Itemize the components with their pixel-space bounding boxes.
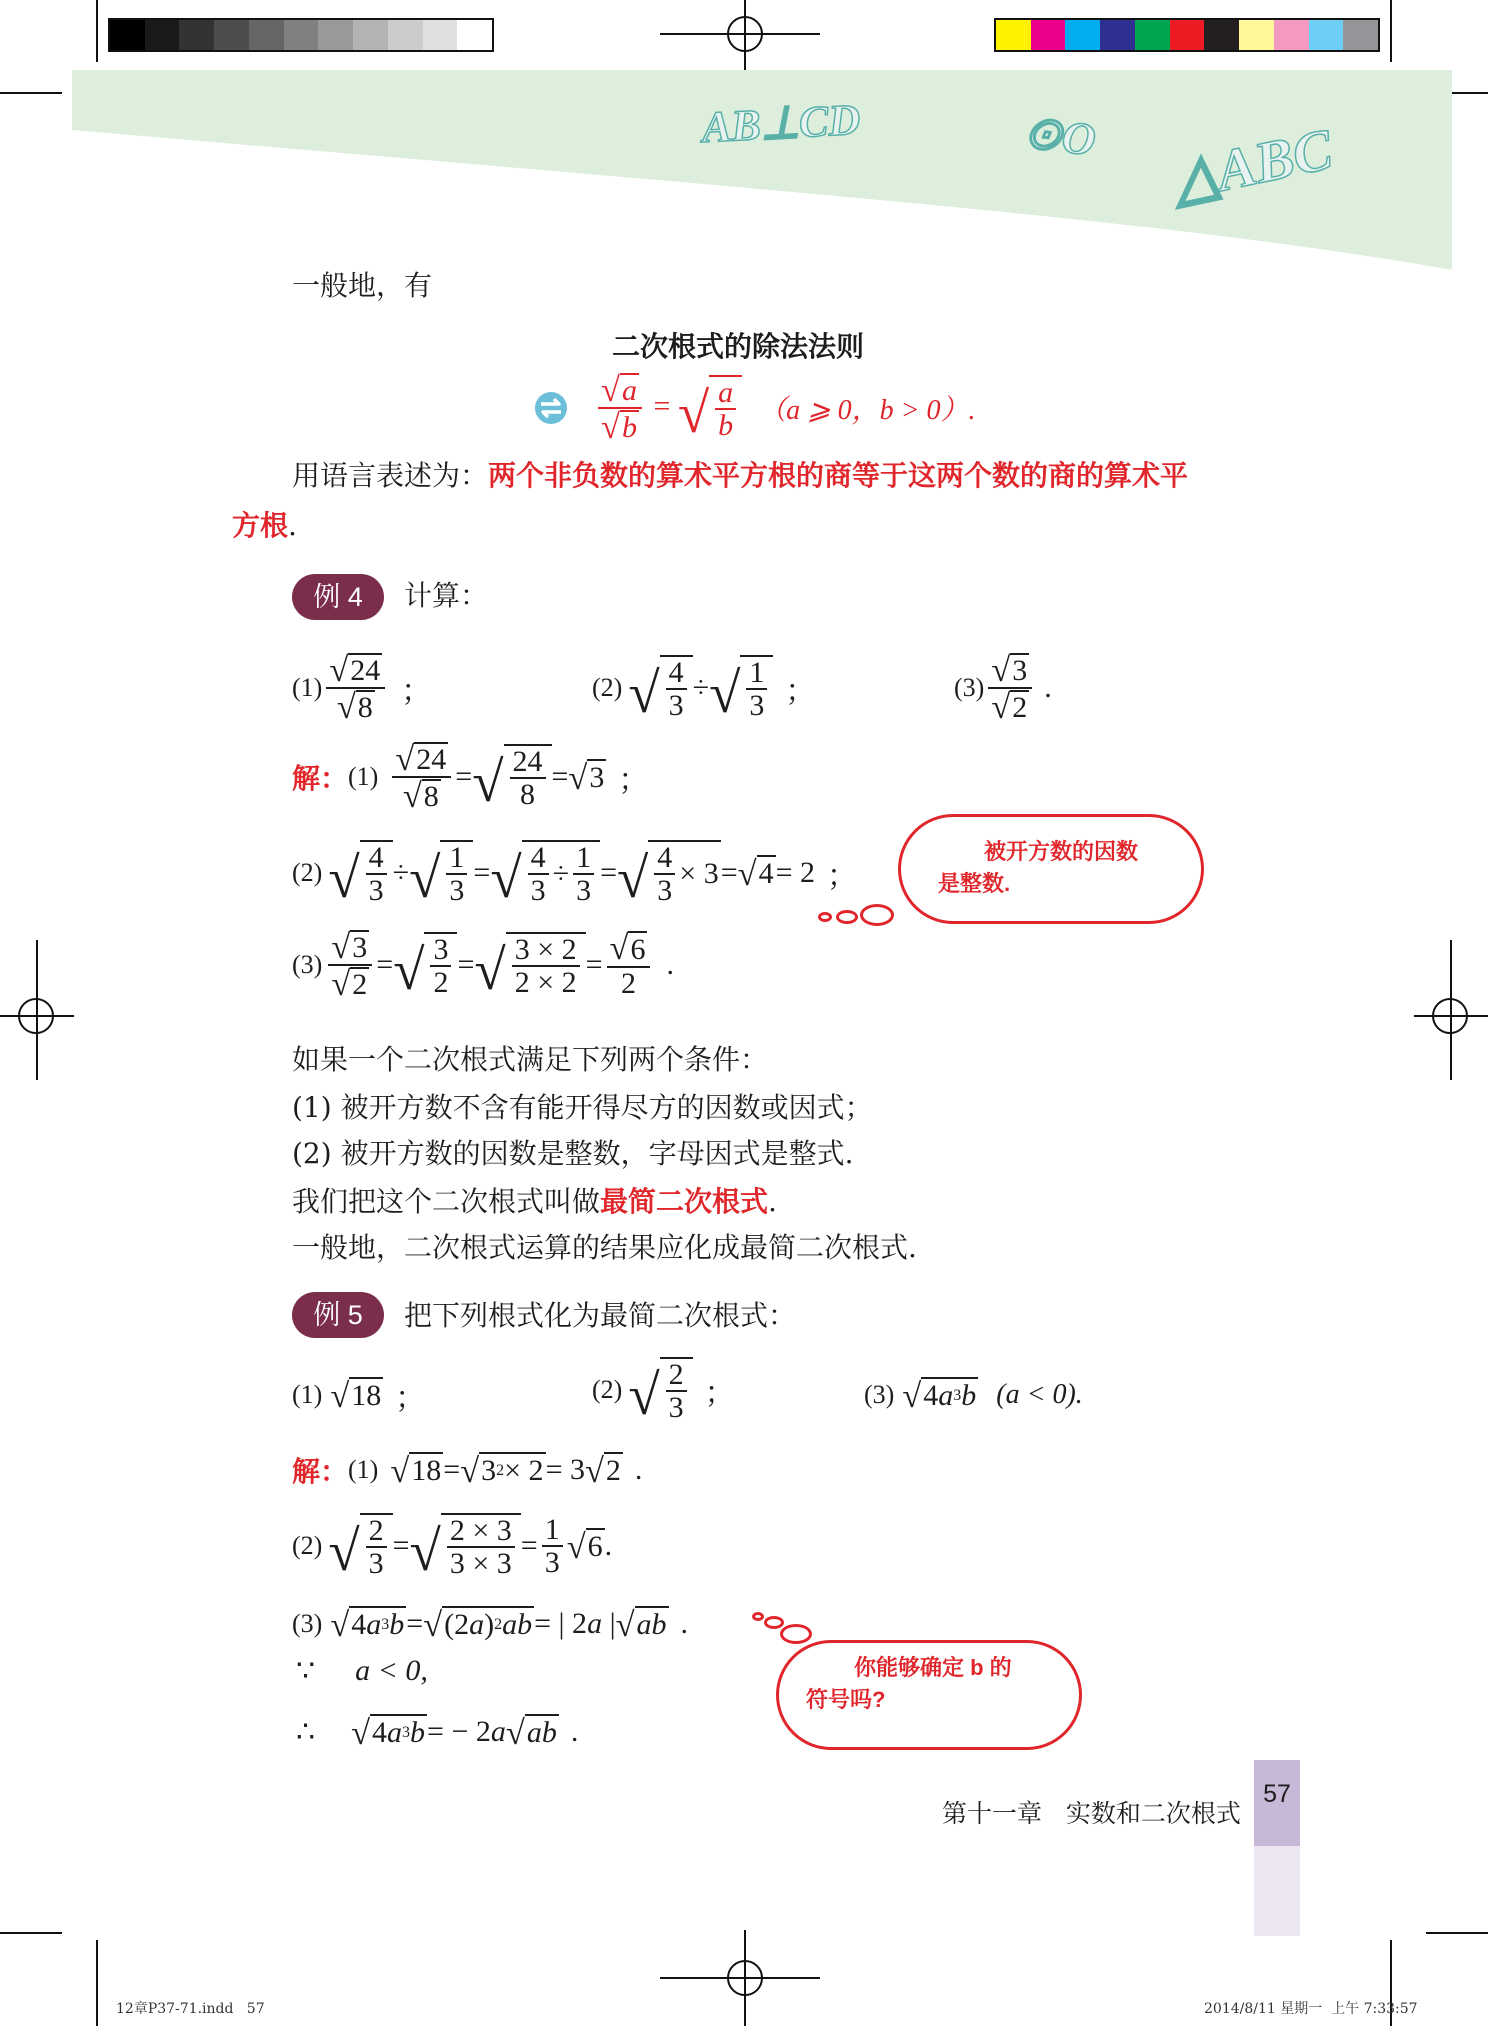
simplest-line5: 一般地，二次根式运算的结果应化成最简二次根式. (292, 1231, 917, 1264)
example5-because: ∵ a < 0, (296, 1654, 428, 1688)
double-arrow-icon (534, 391, 568, 425)
example5-badge: 例 5 (292, 1292, 384, 1338)
example5-solution-1: 解： (1) √ 18 = √ 3 2 × 2 = 3 √ 2 . (292, 1451, 643, 1490)
page-number: 57 (1263, 1780, 1291, 1808)
grayscale-bar (108, 18, 494, 52)
example5-problem-2: (2) √ $\frac{2}{3}$ ； (592, 1357, 735, 1427)
statement-line2: 方根. (232, 509, 297, 542)
statement-line1 (292, 456, 1188, 496)
header-band (72, 70, 1452, 270)
example4-problem-2: (2) √ $\frac{4}{3}$ ÷ √ $\frac{1}{3}$ ； (592, 655, 816, 725)
perpendicular-symbol: AB⊥CD (700, 94, 862, 153)
triangle-symbol: △ABC (1167, 115, 1338, 213)
simplest-line2: (1) 被开方数不含有能开得尽方的因数或因式； (292, 1091, 873, 1124)
example4-badge: 例 4 (292, 574, 384, 620)
rule-condition: （a ⩾ 0，b > 0）. (758, 395, 976, 426)
example4-title: 计算： (404, 579, 489, 612)
example5-title: 把下列根式化为最简二次根式： (404, 1299, 797, 1332)
example4-solution-2: (2) √ $\frac{4}{3}$ ÷ √ $\frac{1}{3}$ = √ $\frac{4}{3}$ ÷ $\frac{1}{3}$ = √ $\frac{4}{3}$ × 3 = √ 4 = 2 ； (292, 840, 857, 910)
example4-solution-1: 解： (1) √ 24 √ 8 = √ $\frac{24}{8}$ = √ 3 ； (292, 739, 649, 815)
rule-title: 二次根式的除法法则 (612, 331, 865, 362)
example4-problem-3: (3) √ 3 √ 2 . (954, 650, 1052, 726)
statement-prefix: 用语言表述为： (292, 459, 489, 492)
statement-highlight: 两个非负数的算术平方根的商等于这两个数的商的算术平 (488, 460, 1189, 491)
simplest-term: 最简二次根式 (600, 1186, 769, 1217)
example5-solution-2: (2) √ $\frac{2}{3}$ = √ $\frac{2 \times 3}{3 \times 3}$ = $\frac{1}{3}$ √ 6 . (292, 1512, 613, 1583)
bubble1-line2: 是整数. (938, 871, 1011, 896)
example5-solution-3: (3) √ 4 a 3 b = √ (2 a ) 2 ab = | 2a | √ ab . (292, 1605, 689, 1644)
page-tab-lower (1254, 1846, 1300, 1936)
bubble2-line2: 符号吗? (806, 1687, 886, 1712)
circle-symbol: ⊙O (1020, 105, 1099, 166)
print-date: 2014/8/11 星期一 上午 7:33:57 (1204, 2001, 1418, 2017)
example4-problem-1: (1) √ 24 √ 8 ； (292, 650, 432, 726)
bubble1-line1: 被开方数的因数 (984, 839, 1139, 864)
file-info: 12章P37-71.indd 57 (116, 2001, 265, 2017)
simplest-line1: 如果一个二次根式满足下列两个条件： (292, 1043, 769, 1076)
simplest-line3: (2) 被开方数的因数是整数，字母因式是整式. (292, 1137, 854, 1170)
example5-condition: (a < 0). (996, 1379, 1083, 1410)
example5-therefore: ∴ √ 4 a 3 b = − 2a √ ab . (296, 1713, 579, 1752)
intro-text: 一般地，有 (292, 269, 433, 302)
statement-highlight-cont: 方根 (232, 510, 289, 541)
bubble2-line1: 你能够确定 b 的 (854, 1655, 1012, 1680)
example5-problem-3: (3) √ 4 a 3 b (a < 0). (864, 1376, 1083, 1415)
example5-problem-1: (1) √ 18 ； (292, 1376, 426, 1415)
example4-solution-3: (3) √ 3 √ 2 = √ $\frac{3}{2}$ = √ $\frac{3 \times 2}{2 \times 2}$ = √ 6 2 . (292, 927, 674, 1003)
chapter-footer: 第十一章 实数和二次根式 (942, 1799, 1241, 1828)
rule-formula: √ a √ b = √ $\frac{a}{b}$ （a ⩾ 0，b > 0）. (534, 370, 976, 446)
simplest-line4: 我们把这个二次根式叫做最简二次根式. (292, 1185, 777, 1218)
color-bar (994, 18, 1380, 52)
